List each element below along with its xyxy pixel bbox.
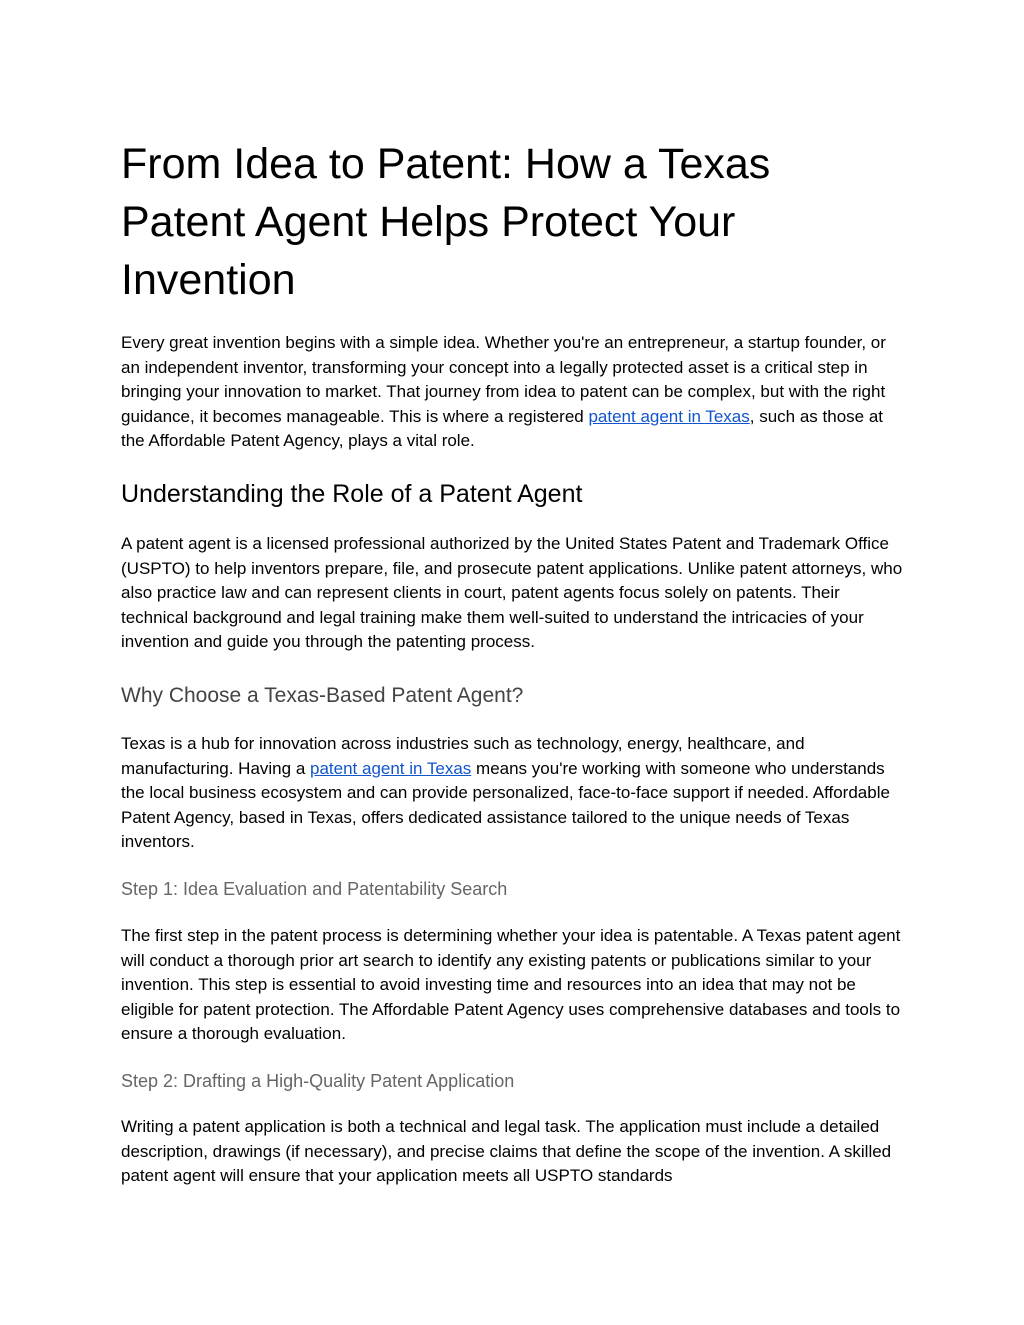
document-title: From Idea to Patent: How a Texas Patent Agent Helps Protect Your Invention	[121, 140, 771, 304]
role-paragraph: A patent agent is a licensed professional authorized by the United States Patent and Trademark Office (USPTO) to help inventors prepare, file, and prosecute patent applications. Unlike patent attorneys, who also practice law and can represent clients in court, patent agents focus solely on patents. Their technical background and legal training make them well-suited to understand the intricacies of your invention and guide you through the patenting process.	[121, 534, 903, 651]
intro-text-end: , such as those at the Affordable Patent Agency, plays a vital role.	[121, 406, 884, 450]
patent-agent-link-2[interactable]: patent agent in Texas	[310, 758, 472, 778]
why-texas-paragraph	[121, 732, 906, 855]
patent-agent-link[interactable]: patent agent in Texas	[588, 406, 750, 426]
step2-heading: Step 2: Drafting a High-Quality Patent Application	[121, 1071, 515, 1091]
why-texas-text-end: means you're working with someone who understands the local business ecosystem and can provide personalized, face-to-face support if needed. Affordable Patent Agency, based in Texas, offers dedicated assistance tailored to the unique needs of Texas inventors.	[121, 758, 890, 851]
why-texas-text: Texas is a hub for innovation across industries such as technology, energy, healthcare, and manufacturing. Having a	[121, 734, 805, 778]
step1-heading: Step 1: Idea Evaluation and Patentability Search	[121, 879, 508, 899]
step2-paragraph: Writing a patent application is both a technical and legal task. The application must include a detailed description, drawings (if necessary), and precise claims that define the scope of the invention. A skilled patent agent will ensure that your application meets all USPTO standards	[121, 1117, 892, 1185]
section-heading-why-texas: Why Choose a Texas-Based Patent Agent?	[121, 684, 524, 707]
step1-paragraph: The first step in the patent process is determining whether your idea is patentable. A Texas patent agent will conduct a thorough prior art search to identify any existing patents or publications similar to your invention. This step is essential to avoid investing time and resources into an idea that may not be eligible for patent protection. The Affordable Patent Agency uses comprehensive databases and tools to ensure a thorough evaluation.	[121, 926, 901, 1043]
intro-paragraph	[121, 331, 906, 454]
section-heading-role: Understanding the Role of a Patent Agent	[121, 480, 583, 508]
intro-text: Every great invention begins with a simple idea. Whether you're an entrepreneur, a startup founder, or an independent inventor, transforming your concept into a legally protected asset is a critical step in bringing your innovation to market. That journey from idea to patent can be complex, but with the right guidance, it becomes manageable. This is where a registered	[121, 333, 886, 426]
